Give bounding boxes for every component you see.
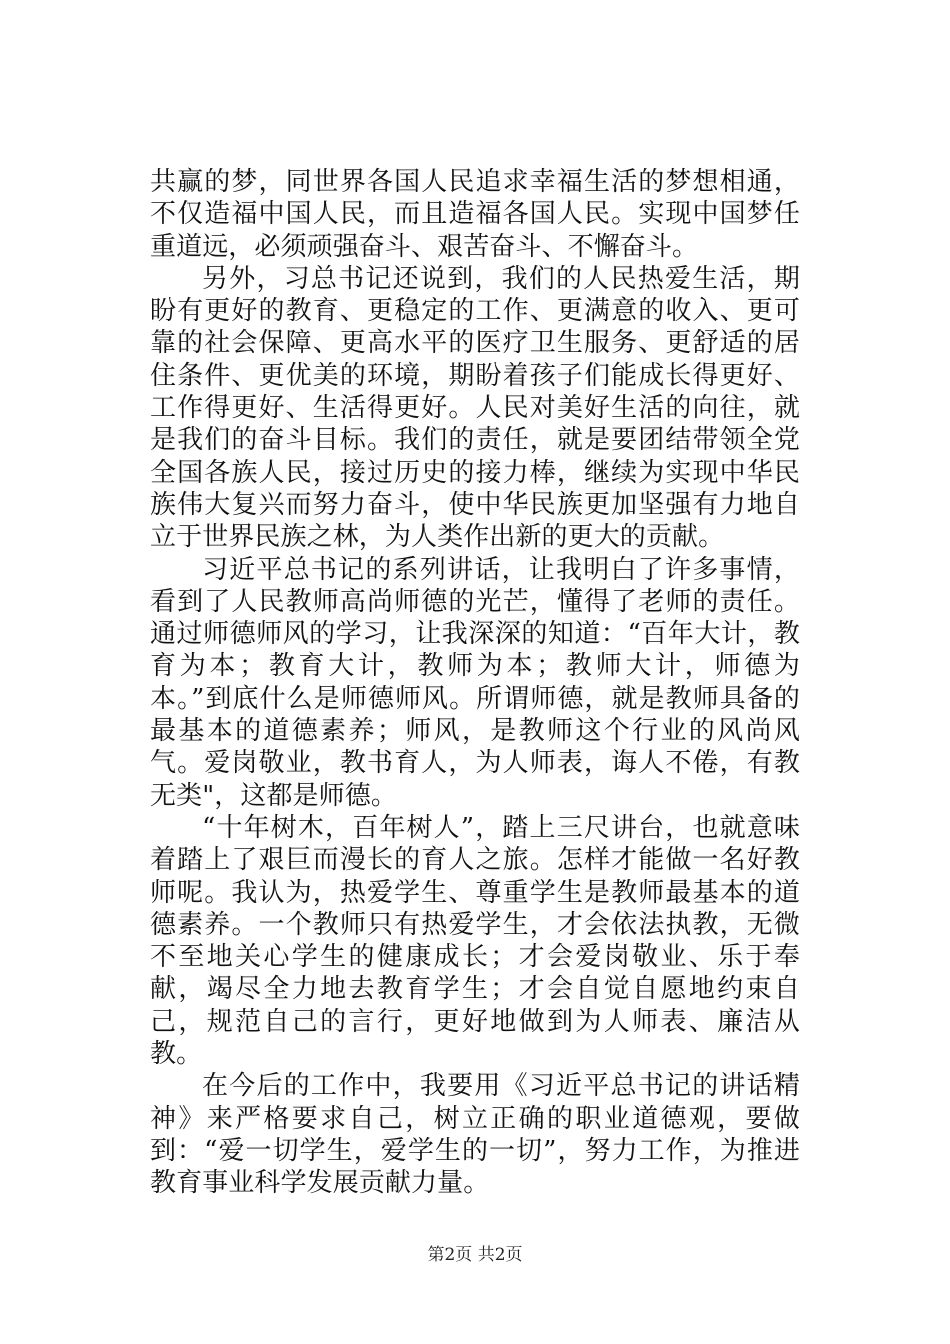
paragraph: 在今后的工作中，我要用《习近平总书记的讲话精神》来严格要求自己，树立正确的职业道德观，要做到：“爱一切学生，爱学生的一切”，努力工作，为推进教育事业科学发展贡献力量。 [150,1071,800,1199]
paragraph: 另外，习总书记还说到，我们的人民热爱生活，期盼有更好的教育、更稳定的工作、更满意的收入、更可靠的社会保障、更高水平的医疗卫生服务、更舒适的居住条件、更优美的环境，期盼着孩子们能成长得更好、工作得更好、生活得更好。人民对美好生活的向往，就是我们的奋斗目标。我们的责任，就是要团结带领全党全国各族人民，接过历史的接力棒，继续为实现中华民族伟大复兴而努力奋斗，使中华民族更加坚强有力地自立于世界民族之林，为人类作出新的更大的贡献。 [150,263,800,553]
paragraph-continuation: 共赢的梦，同世界各国人民追求幸福生活的梦想相通，不仅造福中国人民，而且造福各国人民。实现中国梦任重道远，必须顽强奋斗、艰苦奋斗、不懈奋斗。 [150,167,800,262]
paragraph: “十年树木，百年树人”，踏上三尺讲台，也就意味着踏上了艰巨而漫长的育人之旅。怎样才能做一名好教师呢。我认为，热爱学生、尊重学生是教师最基本的道德素养。一个教师只有热爱学生，才会依法执教，无微不至地关心学生的健康成长；才会爱岗敬业、乐于奉献，竭尽全力地去教育学生；才会自觉自愿地约束自己，规范自己的言行，更好地做到为人师表、廉洁从教。 [150,812,800,1070]
document-body [150,166,800,1200]
paragraph: 习近平总书记的系列讲话，让我明白了许多事情，看到了人民教师高尚师德的光芒，懂得了老师的责任。通过师德师风的学习，让我深深的知道：“百年大计，教育为本；教育大计，教师为本；教师大计，师德为本。”到底什么是师德师风。所谓师德，就是教师具备的最基本的道德素养；师风，是教师这个行业的风尚风气。爱岗敬业，教书育人，为人师表，诲人不倦，有教无类"，这都是师德。 [150,554,800,811]
page-number-footer: 第2页 共2页 [427,1245,523,1265]
